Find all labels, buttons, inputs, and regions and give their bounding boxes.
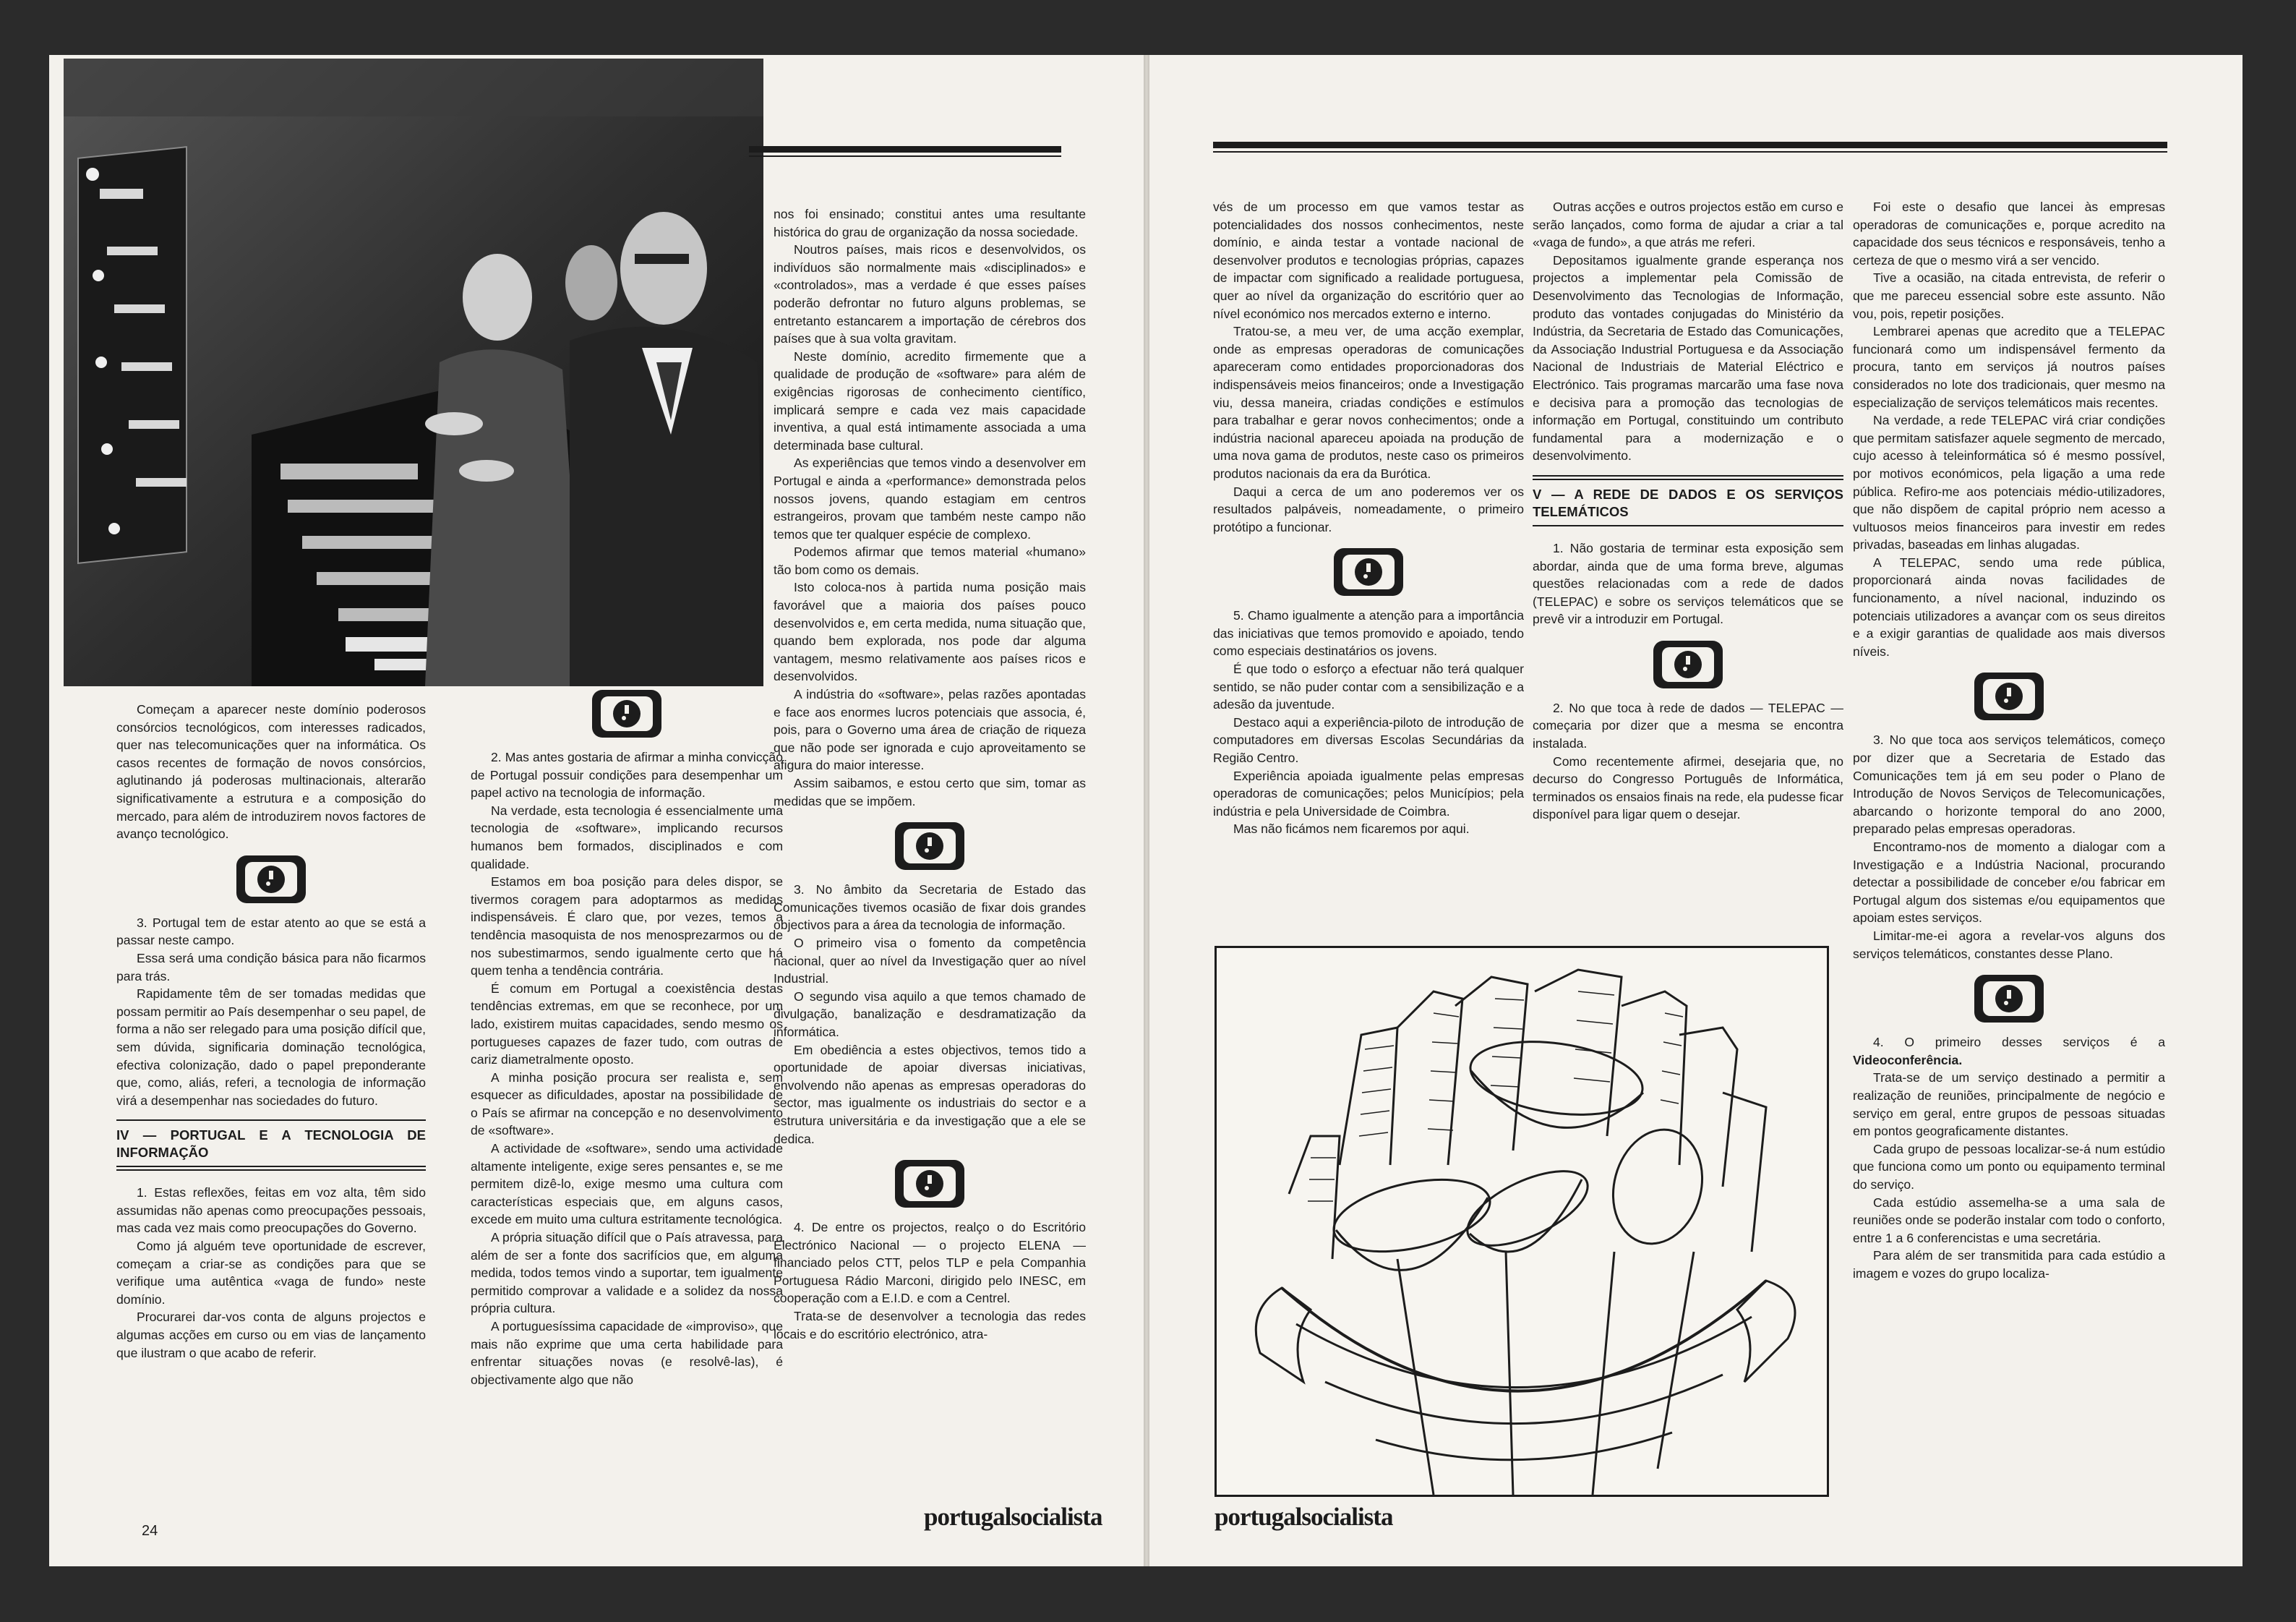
paragraph: Cada grupo de pessoas localizar-se-á num estúdio que funciona como um ponto ou equipamento terminal do serviço.: [1853, 1141, 2165, 1192]
paragraph: Para além de ser transmitida para cada estúdio a imagem e vozes do grupo localiza-: [1853, 1248, 2165, 1281]
paragraph: A portuguesíssima capacidade de «improviso», que mais não exprime que uma certa habilidade para enfrentar situações novas (e resolvê-las), é objectivamente algo que não: [471, 1319, 783, 1387]
tv-screen-icon: [1640, 639, 1736, 691]
tv-screen-icon: [223, 853, 319, 905]
right-page: [1149, 55, 2243, 1566]
right-col-2: [1533, 198, 1843, 824]
paragraph: Mas não ficámos nem ficaremos por aqui.: [1233, 821, 1470, 837]
tv-screen-icon: [882, 1158, 977, 1210]
photo-control-room: [64, 59, 763, 686]
paragraph: Tive a ocasião, na citada entrevista, de referir o que me pareceu essencial sobre este assunto. Não vou, pois, repetir posições.: [1853, 270, 2165, 321]
paragraph: Daqui a cerca de um ano poderemos ver os resultados palpáveis, nomeadamente, o primeiro protótipo a funcionar.: [1213, 484, 1524, 534]
left-col-3: [774, 205, 1086, 1343]
publication-logo: portugalsocialista: [924, 1503, 1102, 1531]
paragraph: Noutros países, mais ricos e desenvolvidos, os indivíduos são normalmente mais «disciplinados» e «controlados», mas a verdade é que esses países poderão defrontar no futuro alguns problemas, se entretanto estancarem a importação de cérebros dos países que à sua volta gravitam.: [774, 242, 1086, 346]
paragraph: Rapidamente têm de ser tomadas medidas que possam permitir ao País desempenhar o seu papel, de forma a não ser relegado para uma posição difícil que, sem dúvida, significaria dominação tecnológica, efectiva colonização, dado o papel preponderante que, como, aliás, referi, a tecnologia de informação virá a desempenhar nas sociedades do futuro.: [116, 986, 426, 1108]
top-rule: [749, 146, 1061, 157]
publication-logo: portugalsocialista: [1215, 1503, 1393, 1531]
left-page: [49, 55, 1144, 1566]
tv-screen-icon: [882, 820, 977, 872]
paragraph: A TELEPAC, sendo uma rede pública, proporcionará ainda novas facilidades de funcionamento, a nível nacional, induzindo os potenciais utilizadores a avançar com os seus direitos e a exigir garantias de qualidade aos mais diversos níveis.: [1853, 555, 2165, 659]
paragraph: Cada estúdio assemelha-se a uma sala de reuniões onde se poderão instalar com todo o conforto, entre 1 a 6 conferencistas e uma secretária.: [1853, 1195, 2165, 1245]
tv-screen-icon: [1961, 973, 2057, 1025]
paragraph: Isto coloca-nos à partida numa posição mais favorável que a maioria dos países pouco desenvolvidos e, em certa medida, numa situação que, quando bem explorada, nos pode dar alguma vantagem, mesmo relativamente aos países ricos e desenvolvidos.: [774, 580, 1086, 684]
tv-icon-wrap: [116, 853, 426, 905]
tv-icon-wrap: [1213, 546, 1524, 598]
tv-icon-wrap: [471, 688, 783, 740]
paragraph: A actividade de «software», sendo uma actividade altamente inteligente, exige seres pensantes e, se me permitem dizê-lo, exige mesmo uma cultura com características especiais que, em alguns casos, excede em muito uma cultura estritamente tecnológica.: [471, 1141, 783, 1227]
section-heading: IV — PORTUGAL E A TECNOLOGIA DE INFORMAÇÃO: [116, 1127, 426, 1161]
paragraph: Começam a aparecer neste domínio poderosos consórcios tecnológicos, com interesses radicados, quer nas telecomunicações quer na informática. Os casos recentes de formação de novos consórcios, aglutinando já poderosas multinacionais, alterarão significativamente a estrutura e a composição do mercado, para além de introduzirem novos factores de avanço tecnológico.: [116, 702, 426, 842]
paragraph: vés de um processo em que vamos testar as potencialidades dos nossos conhecimentos, neste domínio, e ainda testar a vontade nacional de desenvolver produtos e tecnologias próprias, capazes de impactar com significado a realidade portuguesa, quer ao nível da organização do escritório quer ao nível económico nos mercados externo e interno.: [1213, 200, 1524, 321]
paragraph: A própria situação difícil que o País atravessa, para além de ser a fonte dos sacrifícios que, em alguma medida, todos temos vindo a suportar, tem igualmente permitido comprovar a validade e a solidez da nossa própria cultura.: [471, 1230, 783, 1316]
section-heading-box: [1533, 475, 1843, 526]
paragraph: Podemos afirmar que temos material «humano» tão bom como os demais.: [774, 545, 1086, 577]
left-col-2: [471, 688, 783, 1388]
paragraph: Trata-se de um serviço destinado a permitir a realização de reuniões, principalmente de negócio e serviço em geral, entre grupos de pessoas situadas em pontos geograficamente distantes.: [1853, 1070, 2165, 1139]
right-col-3: [1853, 198, 2165, 1282]
videoconference-term: Videoconferência.: [1853, 1052, 1963, 1067]
paragraph: 2. No que toca à rede de dados — TELEPAC — começaria por dizer que a mesma se encontra instalada.: [1533, 700, 1843, 751]
paragraph: 2. Mas antes gostaria de afirmar a minha convicção de Portugal possuir condições para desempenhar um papel activo na tecnologia de informação.: [471, 750, 783, 801]
section-heading-box: [116, 1119, 426, 1171]
paragraph: O primeiro visa o fomento da competência nacional, quer ao nível da Investigação quer ao nível Industrial.: [774, 935, 1086, 986]
paragraph: A indústria do «software», pelas razões apontadas e face aos enormes lucros potenciais que associa, é, pois, para o Governo uma área de criação de riqueza que não pode ser ignorada e cujo aproveitamento se afigura do maior interesse.: [774, 687, 1086, 773]
tv-screen-icon: [1321, 546, 1416, 598]
paragraph: É comum em Portugal a coexistência destas tendências extremas, em que se reconhece, por um lado, existirem muitas capacidades, sendo mesmo os portugueses capazes de fazer tudo, com outras de cariz diametralmente oposto.: [471, 981, 783, 1067]
tv-screen-icon: [579, 688, 674, 740]
tv-icon-wrap: [774, 820, 1086, 872]
paragraph: Assim saibamos, e estou certo que sim, tomar as medidas que se impõem.: [774, 776, 1086, 808]
paragraph: Destaco aqui a experiência-piloto de introdução de computadores em diversas Escolas Secundárias da Região Centro.: [1213, 714, 1524, 766]
paragraph-lead: 4. O primeiro desses serviços é a: [1873, 1035, 2165, 1050]
paragraph: 3. Portugal tem de estar atento ao que se está a passar neste campo.: [116, 915, 426, 948]
paragraph: Procurarei dar-vos conta de alguns projectos e algumas acções em curso ou em vias de lançamento que ilustram o que acabo de referir.: [116, 1310, 426, 1360]
paragraph: A minha posição procura ser realista e, sem esquecer as dificuldades, apostar na possibilidade de o País se afirmar na concepção e no desenvolvimento de «software».: [471, 1070, 783, 1138]
paragraph: Outras acções e outros projectos estão em curso e serão lançados, como forma de ajudar a criar a tal «vaga de fundo», a que atrás me referi.: [1533, 200, 1843, 250]
tv-icon-wrap: [1853, 670, 2165, 722]
tv-screen-icon: [1961, 670, 2057, 722]
paragraph: Experiência apoiada igualmente pelas empresas operadoras de comunicações; pelos Municípios; pela indústria e pela Universidade de Coimbra.: [1213, 768, 1524, 819]
paragraph: Encontramo-nos de momento a dialogar com a Investigação e a Indústria Nacional, procurando detectar a possibilidade de conceber e/ou fabricar em Portugal algum dos sistemas e/ou equipamentos que apoiam estes serviços.: [1853, 840, 2165, 926]
paragraph: Como recentemente afirmei, desejaria que, no decurso do Congresso Português de Informática, terminados os ensaios finais na rede, ela pudesse ficar disponível para ligar quem o desejar.: [1533, 754, 1843, 822]
paragraph: [1853, 1033, 2165, 1069]
illustration-city-satellite-dishes: [1215, 946, 1829, 1497]
paragraph: Depositamos igualmente grande esperança nos projectos a implementar pela Comissão de Desenvolvimento das Tecnologias de Informação, produto das vontades conjugadas do Ministério da Indústria, da Secretaria de Estado das Comunicações, da Associação Industrial Portuguesa e da Associação Nacional de Industriais de Material Eléctrico e Electrónico. Tais programas marcarão uma fase nova e decisiva para a promoção das tecnologias de informação em Portugal, constituindo um contributo fundamental para a modernização e o desenvolvimento.: [1533, 252, 1843, 464]
paragraph: 3. No que toca aos serviços telemáticos, começo por dizer que a Secretaria de Estado das Comunicações tem já em seu poder o Plano de Introdução de Novos Serviços de Telecomunicações, abarcando o horizonte temporal do ano 2000, preparado pelas empresas operadoras.: [1853, 733, 2165, 837]
top-rule: [1213, 142, 2167, 153]
paragraph: Na verdade, esta tecnologia é essencialmente uma tecnologia de «software», implicando recursos humanos bem formados, disciplinados e com qualidade.: [471, 803, 783, 871]
paragraph: O segundo visa aquilo a que temos chamado de divulgação, banalização e desdramatização da informática.: [774, 989, 1086, 1039]
tv-icon-wrap: [774, 1158, 1086, 1210]
page-number: 24: [142, 1523, 158, 1539]
paragraph: 1. Não gostaria de terminar esta exposição sem abordar, ainda que de uma forma breve, algumas questões relacionadas com a rede de dados (TELEPAC) e sobre os serviços telemáticos que se prevê vir a introduzir em Portugal.: [1533, 540, 1843, 627]
paragraph: Em obediência a estes objectivos, temos tido a oportunidade de apoiar diversas iniciativas, envolvendo não apenas as empresas operadoras do sector, mas igualmente os industriais do sector e a estrutura universitária e da investigação que a ele se dedica.: [774, 1042, 1086, 1146]
tv-icon-wrap: [1853, 973, 2165, 1025]
left-col-1: [116, 701, 426, 1362]
right-col-1: [1213, 198, 1524, 838]
paragraph: Trata-se de desenvolver a tecnologia das redes locais e do escritório electrónico, atra-: [774, 1309, 1086, 1341]
paragraph: É que todo o esforço a efectuar não terá qualquer sentido, se não puder contar com a sensibilização e a adesão da juventude.: [1213, 662, 1524, 712]
tv-icon-wrap: [1533, 639, 1843, 691]
section-heading: V — A REDE DE DADOS E OS SERVIÇOS TELEMÁTICOS: [1533, 486, 1843, 519]
paragraph: Tratou-se, a meu ver, de uma acção exemplar, onde as empresas operadoras de comunicações apareceram como entidades proporcionadoras dos indispensáveis meios financeiros; onde a Investigação viu, dessa maneira, criadas condições e estímulos para trabalhar e gerar novos conhecimentos; onde a indústria nacional apareceu apoiada na produção de uma nova gama de produtos, neste caso os primeiros produtos nacionais da era da Burótica.: [1213, 324, 1524, 481]
paragraph: 5. Chamo igualmente a atenção para a importância das iniciativas que temos promovido e apoiado, tendo como especiais destinatários os jovens.: [1213, 608, 1524, 659]
paragraph: As experiências que temos vindo a desenvolver em Portugal e ainda a «performance» demonstrada pelos nossos jovens, quando estagiam em centros estrangeiros, provam que também neste campo não temos que ter qualquer espécie de complexo.: [774, 456, 1086, 542]
paragraph: Foi este o desafio que lancei às empresas operadoras de comunicações e, porque acredito na capacidade dos seus técnicos e responsáveis, tenho a certeza de que o mesmo virá a ser vencido.: [1853, 200, 2165, 268]
paragraph: Neste domínio, acredito firmemente que a qualidade de produção de «software» para além de exigências rigorosas de conhecimento científico, implicará sempre e cada vez mais capacidade inventiva, a qual está intimamente associada a uma determinada base cultural.: [774, 349, 1086, 453]
paragraph: 1. Estas reflexões, feitas em voz alta, têm sido assumidas não apenas como preocupações pessoais, mas cada vez mais como preocupações do Governo.: [116, 1185, 426, 1236]
paragraph: Limitar-me-ei agora a revelar-vos alguns dos serviços telemáticos, constantes desse Plano.: [1853, 928, 2165, 961]
paragraph: Lembrarei apenas que acredito que a TELEPAC funcionará como um indispensável fermento da procura, tanto em serviços já noutros países considerados no lote dos tradicionais, quer mesmo na especialização de serviços telemáticos mais recentes.: [1853, 324, 2165, 410]
paragraph: 4. De entre os projectos, realço o do Escritório Electrónico Nacional — o projecto ELENA — financiado pelos CTT, pelos TLP e pela Companhia Portuguesa Rádio Marconi, dirigido pelo INESC, em cooperação com a E.I.D. e com a Centrel.: [774, 1220, 1086, 1306]
paragraph: Como já alguém teve oportunidade de escrever, começam a criar-se as condições para que se verifique uma autêntica «vaga de fundo» neste domínio.: [116, 1239, 426, 1307]
paragraph: Estamos em boa posição para deles dispor, se tivermos coragem para adoptarmos as medidas indispensáveis. É claro que, por vezes, temos a tendência masoquista de nos menosprezarmos ou de nos subestimarmos, sendo igualmente certo que há quem tenha a tendência contrária.: [471, 874, 783, 978]
paragraph: 3. No âmbito da Secretaria de Estado das Comunicações tivemos ocasião de fixar dois grandes objectivos para a área da tecnologia de informação.: [774, 882, 1086, 933]
paragraph: Na verdade, a rede TELEPAC virá criar condições que permitam satisfazer aquele segmento de mercado, cujo acesso à teleinformática só é mesmo possível, por motivos económicos, pela ligação a uma rede pública. Refiro-me aos potenciais médio-utilizadores, que não dispõem de capital próprio nem acesso a vultuosos meios financeiros para investir em redes privadas, baseadas em linhas alugadas.: [1853, 413, 2165, 552]
paragraph: nos foi ensinado; constitui antes uma resultante histórica do grau de organização da nossa sociedade.: [774, 207, 1086, 239]
paragraph: Essa será uma condição básica para não ficarmos para trás.: [116, 950, 426, 983]
